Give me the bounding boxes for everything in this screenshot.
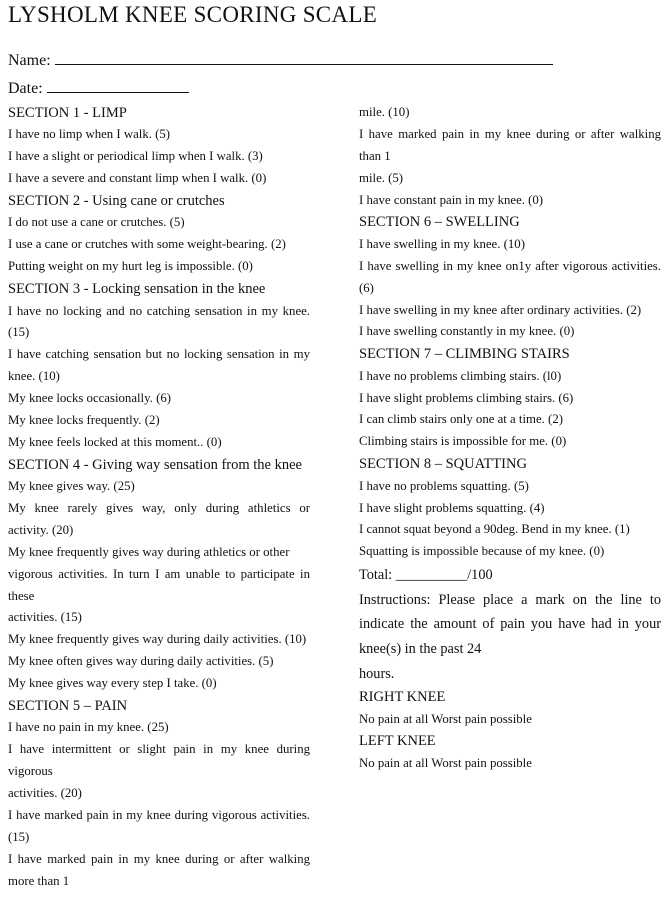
- left-column: [8, 102, 310, 893]
- text-line: more than 1: [8, 873, 70, 888]
- date-label: Date:: [8, 80, 43, 97]
- section-heading: SECTION 1 - LIMP: [8, 105, 127, 121]
- document-title: LYSHOLM KNEE SCORING SCALE: [8, 2, 378, 27]
- text-line: mile. (10): [359, 105, 410, 119]
- text-line: My knee gives way. (25): [8, 479, 135, 494]
- text-line: Instructions: Please place a mark on the line to: [359, 591, 661, 608]
- text-line: vigorous activities. In turn I am unable to participate in: [8, 566, 310, 581]
- text-line: I have no problems climbing stairs. (l0): [359, 368, 562, 383]
- text-line: I cannot squat beyond a 90deg. Bend in my knee. (1): [359, 522, 630, 537]
- text-line: I do not use a cane or crutches. (5): [8, 215, 185, 230]
- text-line: I have no pain in my knee. (25): [8, 720, 169, 735]
- text-line: than 1: [359, 148, 391, 163]
- text-line: I have a severe and constant limp when I walk. (0): [8, 171, 267, 186]
- name-line: [55, 50, 553, 65]
- section-heading: SECTION 7 – CLIMBING STAIRS: [359, 346, 570, 363]
- text-line: I have swelling in my knee on1y after vigorous activities.: [359, 258, 661, 273]
- text-line: No pain at all Worst pain possible: [359, 755, 532, 770]
- text-line: My knee frequently gives way during daily activities. (10): [8, 632, 307, 647]
- text-line: I can climb stairs only one at a time. (2): [359, 412, 563, 427]
- name-field: [8, 50, 553, 70]
- text-line: My knee feels locked at this moment.. (0): [8, 434, 222, 449]
- text-line: I have swelling constantly in my knee. (0): [359, 324, 575, 339]
- section-heading: SECTION 6 – SWELLING: [359, 214, 520, 231]
- text-line: indicate the amount of pain you have had in your: [359, 616, 661, 633]
- text-line: I have intermittent or slight pain in my knee during: [8, 742, 310, 757]
- section-heading: SECTION 3 - Locking sensation in the knee: [8, 281, 266, 298]
- text-line: Putting weight on my hurt leg is impossible. (0): [8, 259, 253, 274]
- text-line: I have slight problems squatting. (4): [359, 500, 545, 515]
- section-heading: LEFT KNEE: [359, 733, 436, 750]
- text-line: I use a cane or crutches with some weight-bearing. (2): [8, 237, 286, 252]
- section-heading: SECTION 5 – PAIN: [8, 698, 128, 715]
- text-line: activities. (15): [8, 610, 82, 625]
- text-line: vigorous: [8, 764, 53, 779]
- name-label: Name:: [8, 52, 51, 69]
- text-line: activities. (20): [8, 786, 82, 801]
- text-line: mile. (5): [359, 170, 404, 185]
- text-line: My knee locks occasionally. (6): [8, 391, 171, 406]
- text-line: I have no limp when I walk. (5): [8, 127, 171, 142]
- right-column: [359, 102, 661, 775]
- text-line: (6): [359, 280, 374, 295]
- text-line: My knee frequently gives way during athletics or other: [8, 544, 290, 559]
- text-line: I have no locking and no catching sensation in my knee.: [8, 303, 310, 318]
- text-line: I have swelling in my knee. (10): [359, 236, 525, 251]
- section-heading: RIGHT KNEE: [359, 689, 446, 706]
- text-line: I have catching sensation but no locking sensation in my: [8, 347, 310, 362]
- text-line: (15): [8, 829, 30, 844]
- text-line: I have no problems squatting. (5): [359, 478, 529, 493]
- text-line: My knee often gives way during daily activities. (5): [8, 654, 274, 669]
- text-line: I have marked pain in my knee during or after walking: [359, 126, 661, 141]
- section-heading: SECTION 8 – SQUATTING: [359, 456, 527, 473]
- text-line: activity. (20): [8, 522, 74, 537]
- text-line: My knee gives way every step I take. (0): [8, 676, 217, 691]
- text-line: My knee locks frequently. (2): [8, 412, 160, 427]
- text-line: (15): [8, 325, 30, 340]
- date-line: [47, 78, 189, 93]
- section-heading: SECTION 2 - Using cane or crutches: [8, 193, 225, 210]
- text-line: I have marked pain in my knee during vigorous activities.: [8, 808, 310, 822]
- text-line: I have swelling in my knee after ordinary activities. (2): [359, 302, 642, 317]
- text-line: knee(s) in the past 24: [359, 640, 482, 657]
- text-line: hours.: [359, 665, 395, 682]
- text-line: I have a slight or periodical limp when I walk. (3): [8, 149, 263, 164]
- date-field: [8, 78, 189, 98]
- text-line: these: [8, 588, 35, 603]
- text-line: Squatting is impossible because of my knee. (0): [359, 544, 605, 559]
- text-line: Climbing stairs is impossible for me. (0): [359, 434, 567, 449]
- text-line: I have marked pain in my knee during or after walking: [8, 851, 310, 866]
- text-line: Total: __________/100: [359, 567, 493, 584]
- text-line: I have constant pain in my knee. (0): [359, 192, 544, 207]
- text-line: I have slight problems climbing stairs. (6): [359, 390, 574, 405]
- text-line: My knee rarely gives way, only during athletics or: [8, 501, 310, 516]
- section-heading: SECTION 4 - Giving way sensation from the knee: [8, 456, 302, 473]
- text-line: knee. (10): [8, 369, 60, 384]
- text-line: No pain at all Worst pain possible: [359, 711, 532, 726]
